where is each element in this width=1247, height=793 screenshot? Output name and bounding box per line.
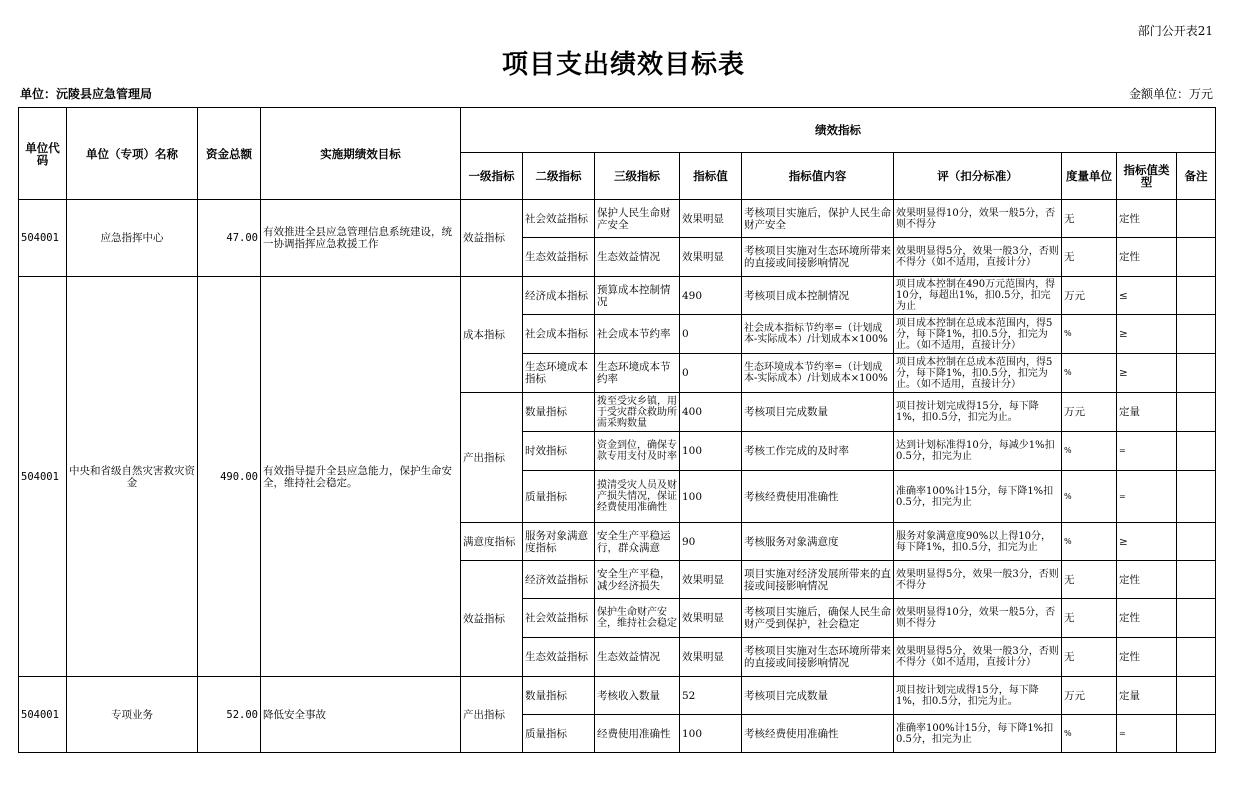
value-type: 定量 [1117,393,1177,432]
l2-indicator: 服务对象满意度指标 [523,523,595,561]
measure-unit: % [1062,715,1117,753]
value-type: ≥ [1117,354,1177,393]
col-score: 评（扣分标准） [894,153,1062,200]
value-type: 定性 [1117,599,1177,638]
score-standard: 效果明显得5分，效果一般3分，否则不得分 [894,561,1062,599]
l1-indicator: 产出指标 [461,677,523,753]
value-type: = [1117,471,1177,523]
l2-indicator: 社会成本指标 [523,315,595,354]
note [1177,677,1216,715]
value-content: 社会成本指标节约率=（计划成本-实际成本）/计划成本×100% [742,315,894,354]
l1-indicator: 效益指标 [461,200,523,277]
indicator-value: 52 [680,677,742,715]
value-type: 定量 [1117,677,1177,715]
value-type: 定性 [1117,561,1177,599]
value-type: 定性 [1117,200,1177,238]
l3-indicator: 生态环境成本节约率 [595,354,680,393]
measure-unit: % [1062,523,1117,561]
score-standard: 效果明显得5分，效果一般3分，否则不得分（如不适用，直接计分） [894,638,1062,677]
l1-indicator: 成本指标 [461,277,523,393]
value-content: 考核项目完成数量 [742,677,894,715]
l3-indicator: 安全生产平稳，减少经济损失 [595,561,680,599]
value-type: = [1117,715,1177,753]
indicator-value: 100 [680,432,742,471]
measure-unit: 万元 [1062,677,1117,715]
project-goal: 有效推进全县应急管理信息系统建设，统一协调指挥应急救援工作 [261,200,461,277]
score-standard: 项目按计划完成得15分，每下降1%，扣0.5分，扣完为止。 [894,393,1062,432]
col-l3: 三级指标 [595,153,680,200]
l3-indicator: 安全生产平稳运行，群众满意 [595,523,680,561]
project-code: 504001 [19,677,67,753]
l3-indicator: 生态效益情况 [595,238,680,277]
l2-indicator: 经济效益指标 [523,561,595,599]
indicator-value: 0 [680,354,742,393]
note [1177,315,1216,354]
page-title: 项目支出绩效目标表 [501,50,745,80]
value-type: ≥ [1117,315,1177,354]
measure-unit: 无 [1062,238,1117,277]
indicator-value: 效果明显 [680,599,742,638]
l3-indicator: 生态效益情况 [595,638,680,677]
project-code: 504001 [19,200,67,277]
value-content: 考核项目成本控制情况 [742,277,894,315]
l1-indicator: 效益指标 [461,561,523,677]
l2-indicator: 生态环境成本指标 [523,354,595,393]
note [1177,354,1216,393]
value-content: 生态环境成本节约率=（计划成本-实际成本）/计划成本×100% [742,354,894,393]
measure-unit: % [1062,315,1117,354]
col-l1: 一级指标 [461,153,523,200]
value-type: 定性 [1117,638,1177,677]
l2-indicator: 社会效益指标 [523,200,595,238]
value-content: 考核经费使用准确性 [742,715,894,753]
performance-table [18,107,1216,753]
unit-label: 单位：沅陵县应急管理局 [20,87,153,101]
indicator-value: 0 [680,315,742,354]
value-content: 考核经费使用准确性 [742,471,894,523]
measure-unit: % [1062,432,1117,471]
project-name: 专项业务 [67,677,198,753]
score-standard: 效果明显得10分，效果一般5分，否则不得分 [894,599,1062,638]
l2-indicator: 质量指标 [523,715,595,753]
score-standard: 项目成本控制在总成本范围内，得5分，每下降1%，扣0.5分，扣完为止。（如不适用，直接计分） [894,354,1062,393]
amount-unit-label: 金额单位：万元 [1128,87,1213,101]
l1-indicator: 满意度指标 [461,523,523,561]
value-content: 项目实施对经济发展所带来的直接或间接影响情况 [742,561,894,599]
col-content: 指标值内容 [742,153,894,200]
score-standard: 项目成本控制在总成本范围内，得5分，每下降1%，扣0.5分，扣完为止。（如不适用，直接计分） [894,315,1062,354]
col-name: 单位（专项）名称 [67,108,198,200]
project-goal: 降低安全事故 [261,677,461,753]
note [1177,238,1216,277]
value-type: ≥ [1117,523,1177,561]
table-number: 部门公开表21 [1137,24,1213,38]
col-goal: 实施期绩效目标 [261,108,461,200]
value-content: 考核项目实施后，确保人民生命财产受到保护，社会稳定 [742,599,894,638]
value-content: 考核服务对象满意度 [742,523,894,561]
l3-indicator: 经费使用准确性 [595,715,680,753]
l1-indicator: 产出指标 [461,393,523,523]
measure-unit: 无 [1062,638,1117,677]
measure-unit: 万元 [1062,393,1117,432]
project-code: 504001 [19,277,67,677]
indicator-value: 90 [680,523,742,561]
table-row [19,200,1216,238]
project-total: 490.00 [198,277,261,677]
indicator-value: 效果明显 [680,638,742,677]
l3-indicator: 社会成本节约率 [595,315,680,354]
note [1177,200,1216,238]
l2-indicator: 经济成本指标 [523,277,595,315]
score-standard: 准确率100%计15分，每下降1%扣0.5分，扣完为止 [894,471,1062,523]
score-standard: 项目成本控制在490万元范围内，得10分，每超出1%，扣0.5分，扣完为止 [894,277,1062,315]
col-unit: 度量单位 [1062,153,1117,200]
indicator-value: 100 [680,715,742,753]
l3-indicator: 考核收入数量 [595,677,680,715]
indicator-value: 效果明显 [680,238,742,277]
indicator-value: 100 [680,471,742,523]
value-type: = [1117,432,1177,471]
indicator-value: 490 [680,277,742,315]
indicator-value: 效果明显 [680,200,742,238]
l3-indicator: 摸清受灾人员及财产损失情况，保证经费使用准确性 [595,471,680,523]
l2-indicator: 生态效益指标 [523,638,595,677]
table-row [19,277,1216,315]
value-content: 考核项目完成数量 [742,393,894,432]
note [1177,432,1216,471]
project-name: 应急指挥中心 [67,200,198,277]
measure-unit: 万元 [1062,277,1117,315]
l3-indicator: 拨至受灾乡镇，用于受灾群众救助所需采购数量 [595,393,680,432]
measure-unit: 无 [1062,599,1117,638]
l3-indicator: 预算成本控制情况 [595,277,680,315]
note [1177,715,1216,753]
value-content: 考核工作完成的及时率 [742,432,894,471]
score-standard: 服务对象满意度90%以上得10分，每下降1%，扣0.5分，扣完为止 [894,523,1062,561]
l2-indicator: 数量指标 [523,393,595,432]
col-code: 单位代码 [19,108,67,200]
score-standard: 效果明显得5分，效果一般3分，否则不得分（如不适用，直接计分） [894,238,1062,277]
project-total: 52.00 [198,677,261,753]
l2-indicator: 时效指标 [523,432,595,471]
col-type: 指标值类型 [1117,153,1177,200]
note [1177,599,1216,638]
score-standard: 准确率100%计15分，每下降1%扣0.5分，扣完为止 [894,715,1062,753]
value-type: ≤ [1117,277,1177,315]
col-l2: 二级指标 [523,153,595,200]
l2-indicator: 生态效益指标 [523,238,595,277]
value-content: 考核项目实施后，保护人民生命财产安全 [742,200,894,238]
l3-indicator: 保护人民生命财产安全 [595,200,680,238]
score-standard: 项目按计划完成得15分，每下降1%，扣0.5分，扣完为止。 [894,677,1062,715]
col-value: 指标值 [680,153,742,200]
note [1177,523,1216,561]
col-note: 备注 [1177,153,1216,200]
note [1177,277,1216,315]
l3-indicator: 资金到位，确保专款专用支付及时率 [595,432,680,471]
measure-unit: 无 [1062,200,1117,238]
l2-indicator: 数量指标 [523,677,595,715]
col-total: 资金总额 [198,108,261,200]
measure-unit: % [1062,471,1117,523]
indicator-value: 400 [680,393,742,432]
value-content: 考核项目实施对生态环境所带来的直接或间接影响情况 [742,238,894,277]
l2-indicator: 质量指标 [523,471,595,523]
measure-unit: % [1062,354,1117,393]
note [1177,561,1216,599]
project-name: 中央和省级自然灾害救灾资金 [67,277,198,677]
measure-unit: 无 [1062,561,1117,599]
note [1177,393,1216,432]
score-standard: 达到计划标准得10分，每减少1%扣0.5分，扣完为止 [894,432,1062,471]
l2-indicator: 社会效益指标 [523,599,595,638]
indicator-value: 效果明显 [680,561,742,599]
project-goal: 有效指导提升全县应急能力，保护生命安全，维持社会稳定。 [261,277,461,677]
value-content: 考核项目实施对生态环境所带来的直接或间接影响情况 [742,638,894,677]
project-total: 47.00 [198,200,261,277]
col-indicators: 绩效指标 [461,108,1216,153]
value-type: 定性 [1117,238,1177,277]
note [1177,638,1216,677]
header-row-1 [19,108,1216,153]
table-row [19,677,1216,715]
l3-indicator: 保护生命财产安全，维持社会稳定 [595,599,680,638]
score-standard: 效果明显得10分，效果一般5分，否则不得分 [894,200,1062,238]
note [1177,471,1216,523]
